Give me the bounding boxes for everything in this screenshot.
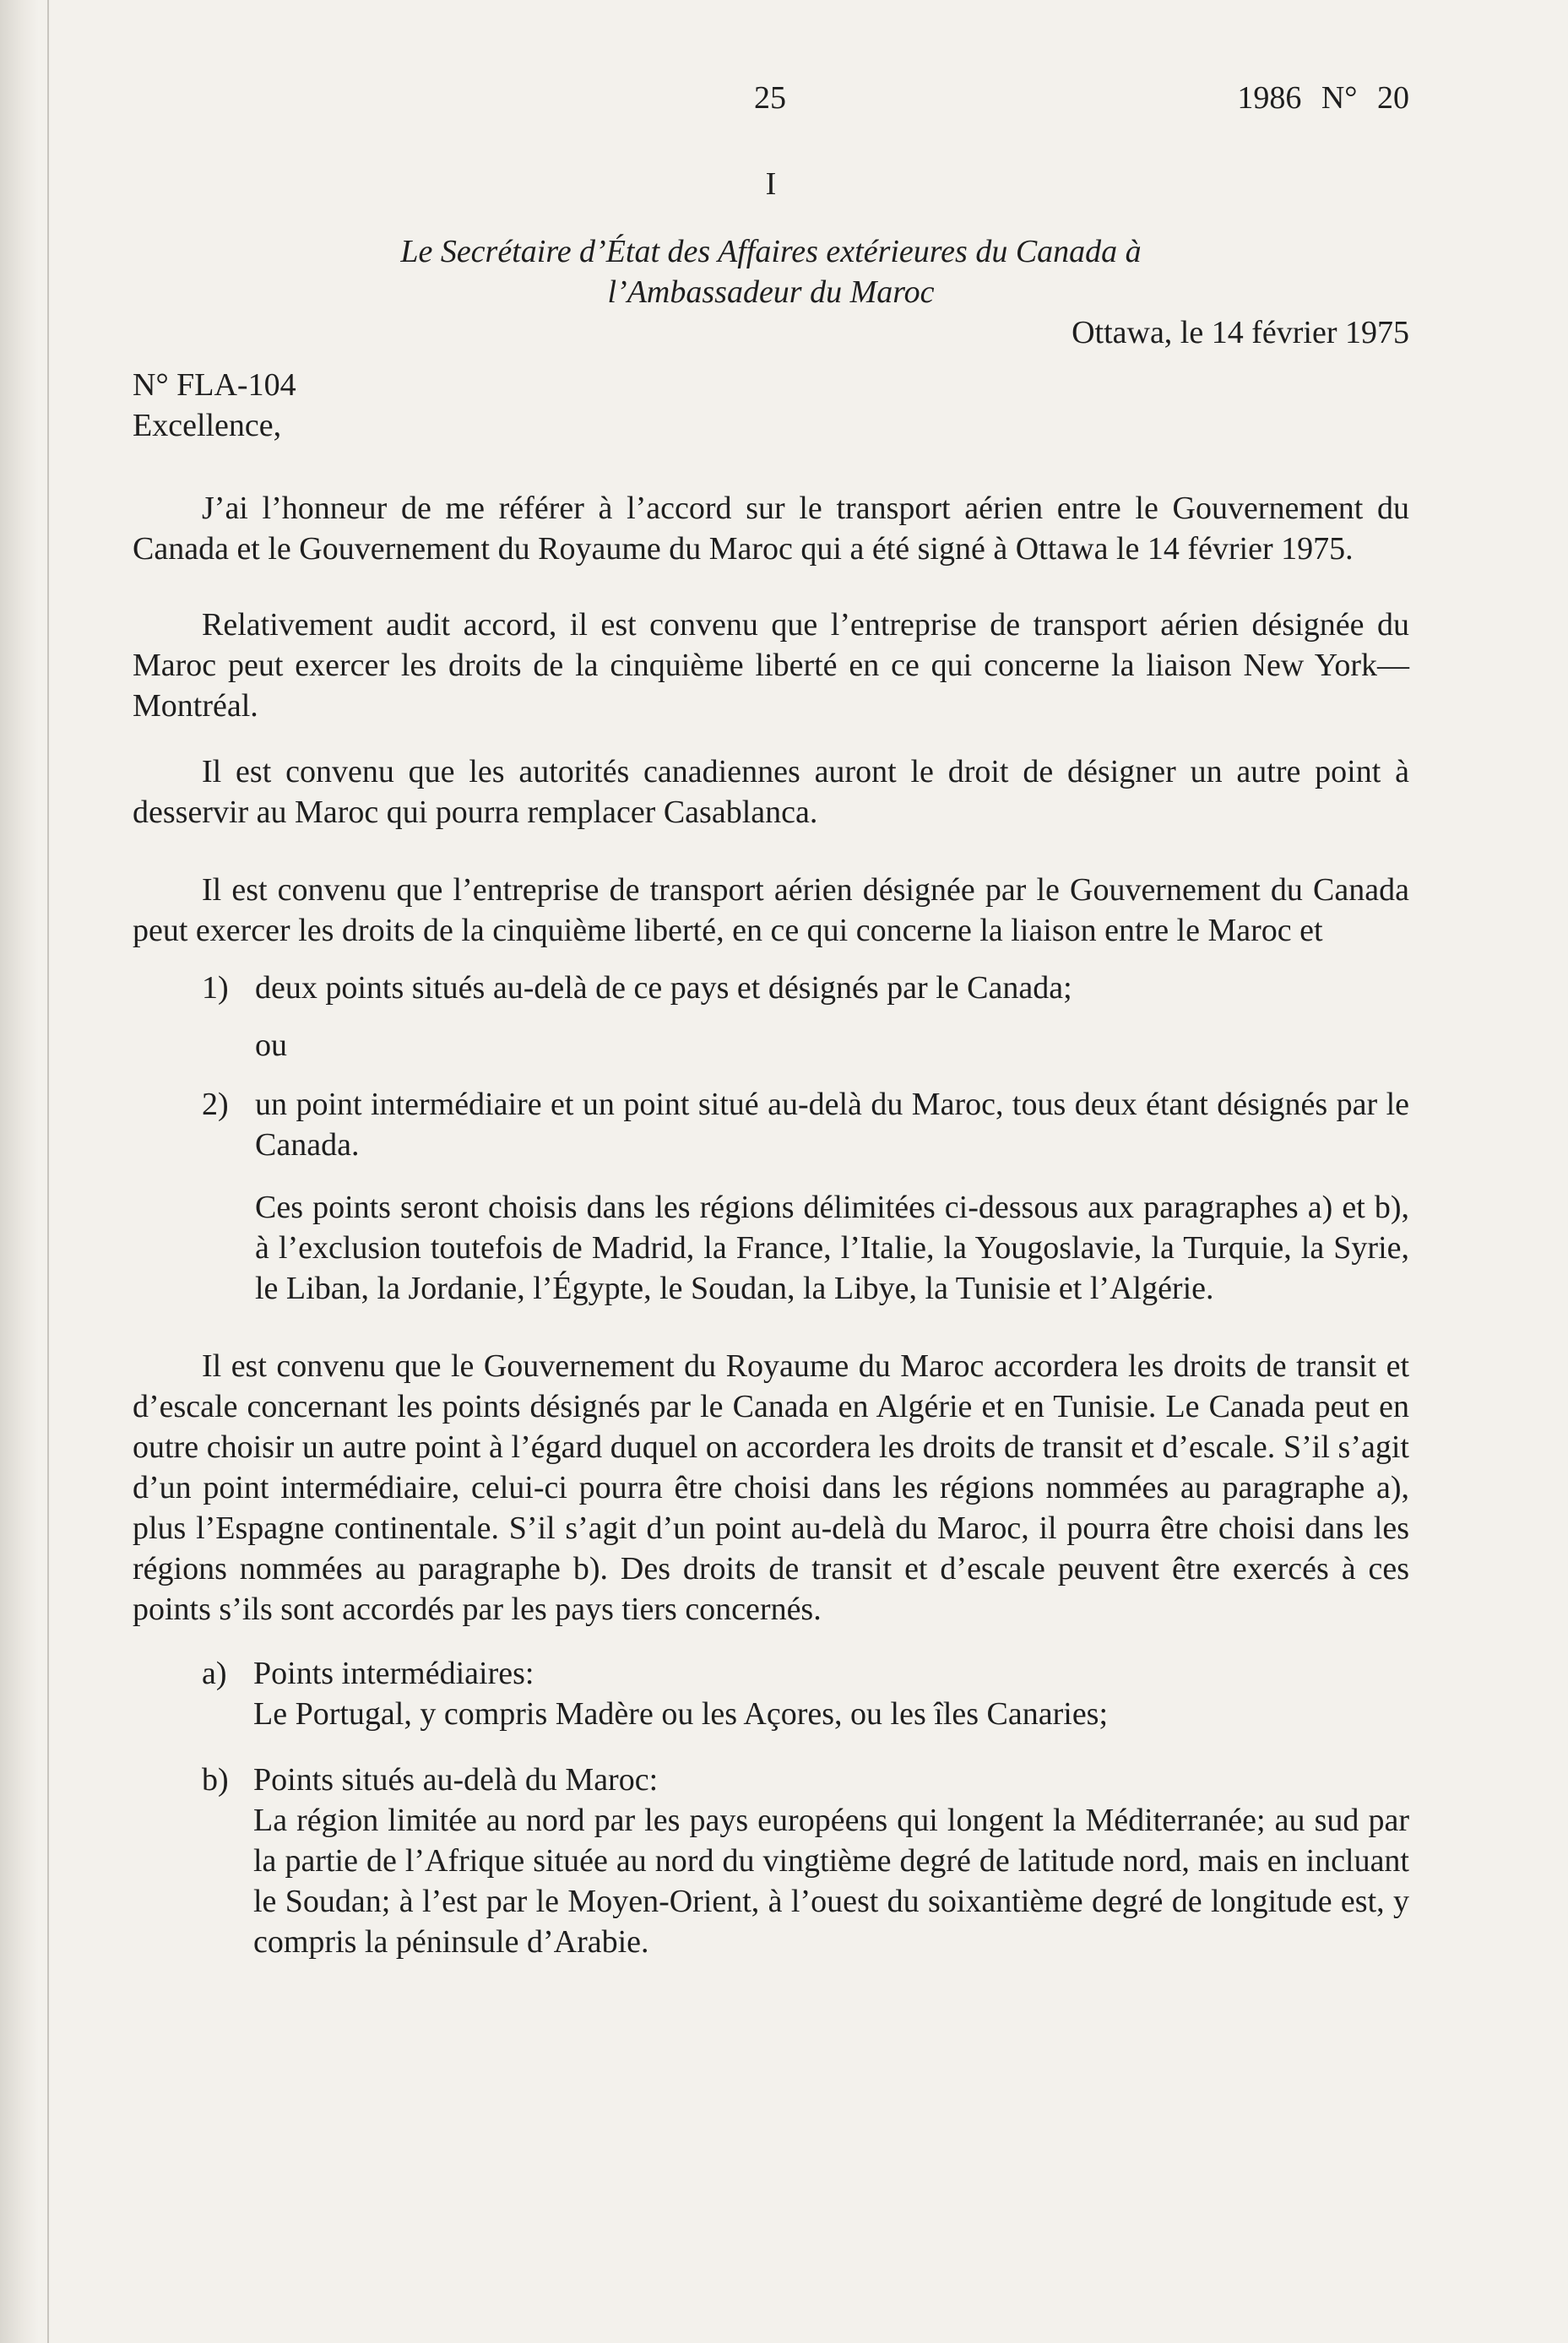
option-1: [133, 968, 1409, 1008]
letter-title: [133, 231, 1409, 312]
paragraph-canadian-airline-rights: Il est convenu que l’entreprise de transport aérien désignée par le Gouvernement du Canada peut exercer les droits de la cinquième liberté, en ce qui concerne la liaison entre le Maroc et: [133, 872, 1409, 948]
region-b-label: b): [202, 1762, 229, 1798]
letter-title-line-1: Le Secrétaire d’État des Affaires extérieures du Canada à: [400, 234, 1142, 269]
points-selection-note: Ces points seront choisis dans les régions délimitées ci-dessous aux paragraphes a) et b), à l’exclusion toutefois de Madrid, la France, l’Italie, la Yougoslavie, la Turquie, la Syrie, le Liban, la Jordanie, l’Égypte, le Soudan, la Libye, la Tunisie et l’Algérie.: [255, 1190, 1409, 1306]
option-1-text: deux points situés au-delà de ce pays et désignés par le Canada;: [255, 970, 1072, 1006]
year-and-number: 1986 N° 20: [1237, 80, 1409, 116]
region-a-heading: Points intermédiaires:: [253, 1656, 534, 1691]
salutation: Excellence,: [133, 408, 282, 443]
book-spine-shadow: [0, 0, 39, 2343]
paragraph-canadian-designation: Il est convenu que les autorités canadiennes auront le droit de désigner un autre point à desservir au Maroc qui pourra remplacer Casablanca.: [133, 754, 1409, 830]
section-numeral: I: [765, 166, 777, 202]
paragraph-transit-rights: Il est convenu que le Gouvernement du Royaume du Maroc accordera les droits de transit et d’escale concernant les points désignés par le Canada en Algérie et en Tunisie. Le Canada peut en outre choisir un autre point à l’égard duquel on accordera les droits de transit et d’escale. S’il s’agit d’un point intermédiaire, celui-ci pourra être choisi dans les régions nommées au paragraphe a), plus l’Espagne continentale. S’il s’agit d’un point au-delà du Maroc, il pourra être choisi dans les régions nommées au paragraphe b). Des droits de transit et d’escale peuvent être exercés à ces points s’ils sont accordés par les pays tiers concernés.: [133, 1348, 1409, 1627]
option-1-number: 1): [202, 970, 229, 1006]
paragraph-moroccan-airline-rights: Relativement audit accord, il est convenu que l’entreprise de transport aérien désignée du Maroc peut exercer les droits de la cinquième liberté en ce qui concerne la liaison New York—Montréal.: [133, 607, 1409, 724]
reference-number: N° FLA-104: [133, 367, 296, 403]
region-b: [133, 1760, 1409, 1962]
region-b-text: La région limitée au nord par les pays européens qui longent la Méditerranée; au sud par la partie de l’Afrique située au nord du vingtième degré de latitude nord, mais en incluant le Soudan; à l’est par le Moyen-Orient, à l’ouest du soixantième degré de longitude est, y compris la péninsule d’Arabie.: [253, 1803, 1409, 1960]
option-2-number: 2): [202, 1087, 229, 1122]
option-2-text: un point intermédiaire et un point situé au-delà du Maroc, tous deux étant désignés par le Canada.: [255, 1087, 1409, 1163]
letter-title-line-2: l’Ambassadeur du Maroc: [607, 274, 935, 310]
page-number: 25: [754, 80, 786, 116]
region-a-text: Le Portugal, y compris Madère ou les Açores, ou les îles Canaries;: [253, 1696, 1109, 1732]
region-a-label: a): [202, 1656, 227, 1691]
option-2: [133, 1084, 1409, 1165]
dateline: Ottawa, le 14 février 1975: [1072, 315, 1409, 350]
option-or: ou: [255, 1028, 287, 1063]
document-page: [133, 78, 1409, 1962]
page-gutter-line: [47, 0, 49, 2343]
paragraph-reference-agreement: J’ai l’honneur de me référer à l’accord sur le transport aérien entre le Gouvernement du Canada et le Gouvernement du Royaume du Maroc qui a été signé à Ottawa le 14 février 1975.: [133, 491, 1409, 567]
region-a: [133, 1653, 1409, 1734]
page-header: [133, 78, 1409, 128]
region-b-heading: Points situés au-delà du Maroc:: [253, 1762, 659, 1798]
